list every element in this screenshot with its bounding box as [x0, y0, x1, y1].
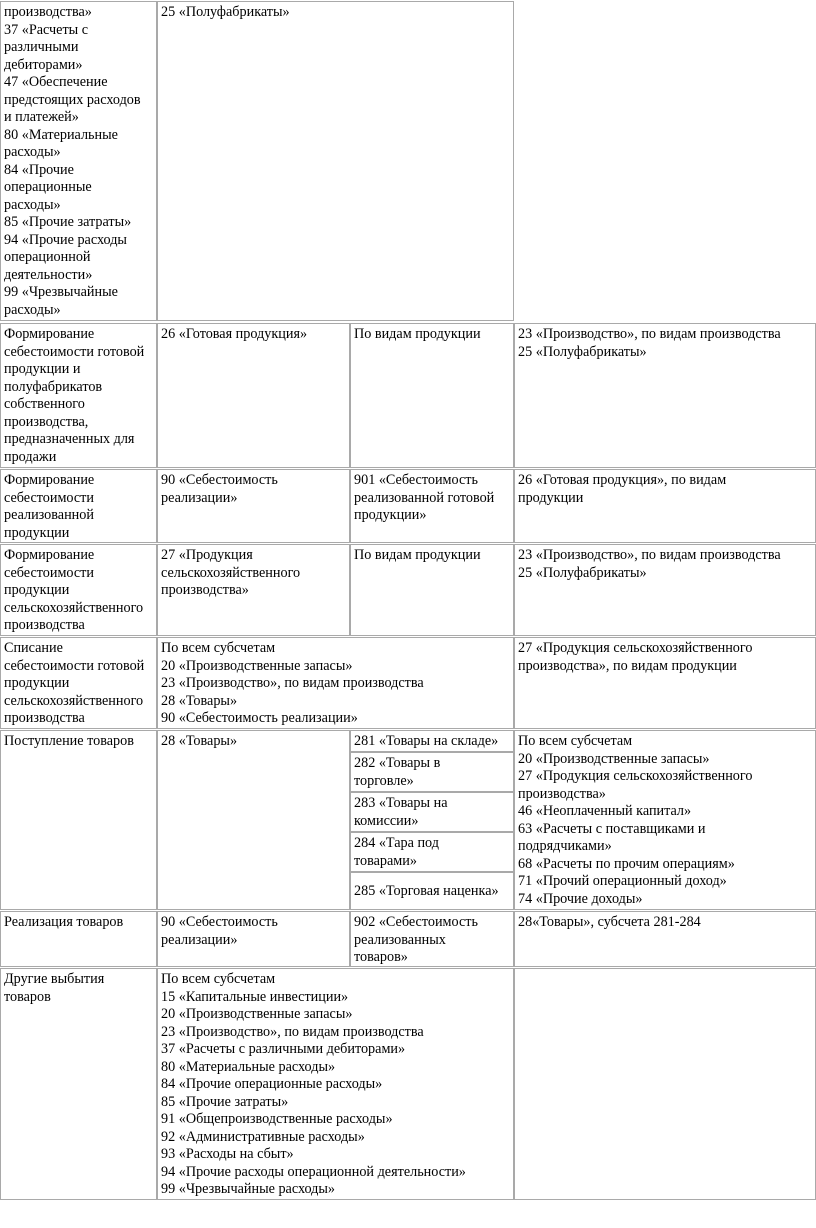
row-0-debit: 25 «Полуфабрикаты»	[157, 1, 514, 321]
row-5-operation: Поступление товаров	[0, 730, 157, 910]
row-6-operation: Реализация товаров	[0, 911, 157, 967]
row-5-subaccount-281: 281 «Товары на складе»	[350, 730, 514, 752]
row-5-credit: По всем субсчетам 20 «Производственные запасы» 27 «Продукция сельскохозяйственного производства» 46 «Неоплаченный капитал» 63 «Расчеты с поставщиками и подрядчиками» 68 «Расчеты по прочим операциям» 71 «Прочий операционный доход» 74 «Прочие доходы»	[514, 730, 816, 910]
row-1-debit: 26 «Готовая продукция»	[157, 323, 350, 468]
row-7-credit	[514, 968, 816, 1200]
row-7-debit: По всем субсчетам 15 «Капитальные инвестиции» 20 «Производственные запасы» 23 «Производство», по видам производства 37 «Расчеты с различными дебиторами» 80 «Материальные расходы» 84 «Прочие операционные расходы» 85 «Прочие затраты» 91 «Общепроизводственные расходы» 92 «Административные расходы» 93 «Расходы на сбыт» 94 «Прочие расходы операционной деятельности» 99 «Чрезвычайные расходы»	[157, 968, 514, 1200]
row-4-credit: 27 «Продукция сельскохозяйственного производства», по видам продукции	[514, 637, 816, 729]
row-5-debit: 28 «Товары»	[157, 730, 350, 910]
row-5-subaccount-285: 285 «Торговая наценка»	[350, 872, 514, 910]
row-6-debit: 90 «Себестоимость реализации»	[157, 911, 350, 967]
row-3-operation: Формирование себестоимости продукции сельскохозяйственного производства	[0, 544, 157, 636]
row-6-subaccount: 902 «Себестоимость реализованных товаров»	[350, 911, 514, 967]
row-5-subaccount-284: 284 «Тара под товарами»	[350, 832, 514, 872]
row-1-operation: Формирование себестоимости готовой продукции и полуфабрикатов собственного производства, предназначенных для продажи	[0, 323, 157, 468]
row-4-operation: Списание себестоимости готовой продукции сельскохозяйственного производства	[0, 637, 157, 729]
row-5-subaccount-283: 283 «Товары на комиссии»	[350, 792, 514, 832]
row-3-subaccount: По видам продукции	[350, 544, 514, 636]
row-2-subaccount: 901 «Себестоимость реализованной готовой продукции»	[350, 469, 514, 543]
row-1-subaccount: По видам продукции	[350, 323, 514, 468]
row-2-credit: 26 «Готовая продукция», по видам продукции	[514, 469, 816, 543]
row-3-credit: 23 «Производство», по видам производства 25 «Полуфабрикаты»	[514, 544, 816, 636]
row-5-subaccount-282: 282 «Товары в торговле»	[350, 752, 514, 792]
row-2-operation: Формирование себестоимости реализованной продукции	[0, 469, 157, 543]
row-0-operation: производства» 37 «Расчеты с различными дебиторами» 47 «Обеспечение предстоящих расходов и платежей» 80 «Материальные расходы» 84 «Прочие операционные расходы» 85 «Прочие затраты» 94 «Прочие расходы операционной деятельности» 99 «Чрезвычайные расходы»	[0, 1, 157, 321]
row-2-debit: 90 «Себестоимость реализации»	[157, 469, 350, 543]
row-3-debit: 27 «Продукция сельскохозяйственного производства»	[157, 544, 350, 636]
row-6-credit: 28«Товары», субсчета 281-284	[514, 911, 816, 967]
row-4-debit: По всем субсчетам 20 «Производственные запасы» 23 «Производство», по видам производства 28 «Товары» 90 «Себестоимость реализации»	[157, 637, 514, 729]
row-7-operation: Другие выбытия товаров	[0, 968, 157, 1200]
row-1-credit: 23 «Производство», по видам производства 25 «Полуфабрикаты»	[514, 323, 816, 468]
